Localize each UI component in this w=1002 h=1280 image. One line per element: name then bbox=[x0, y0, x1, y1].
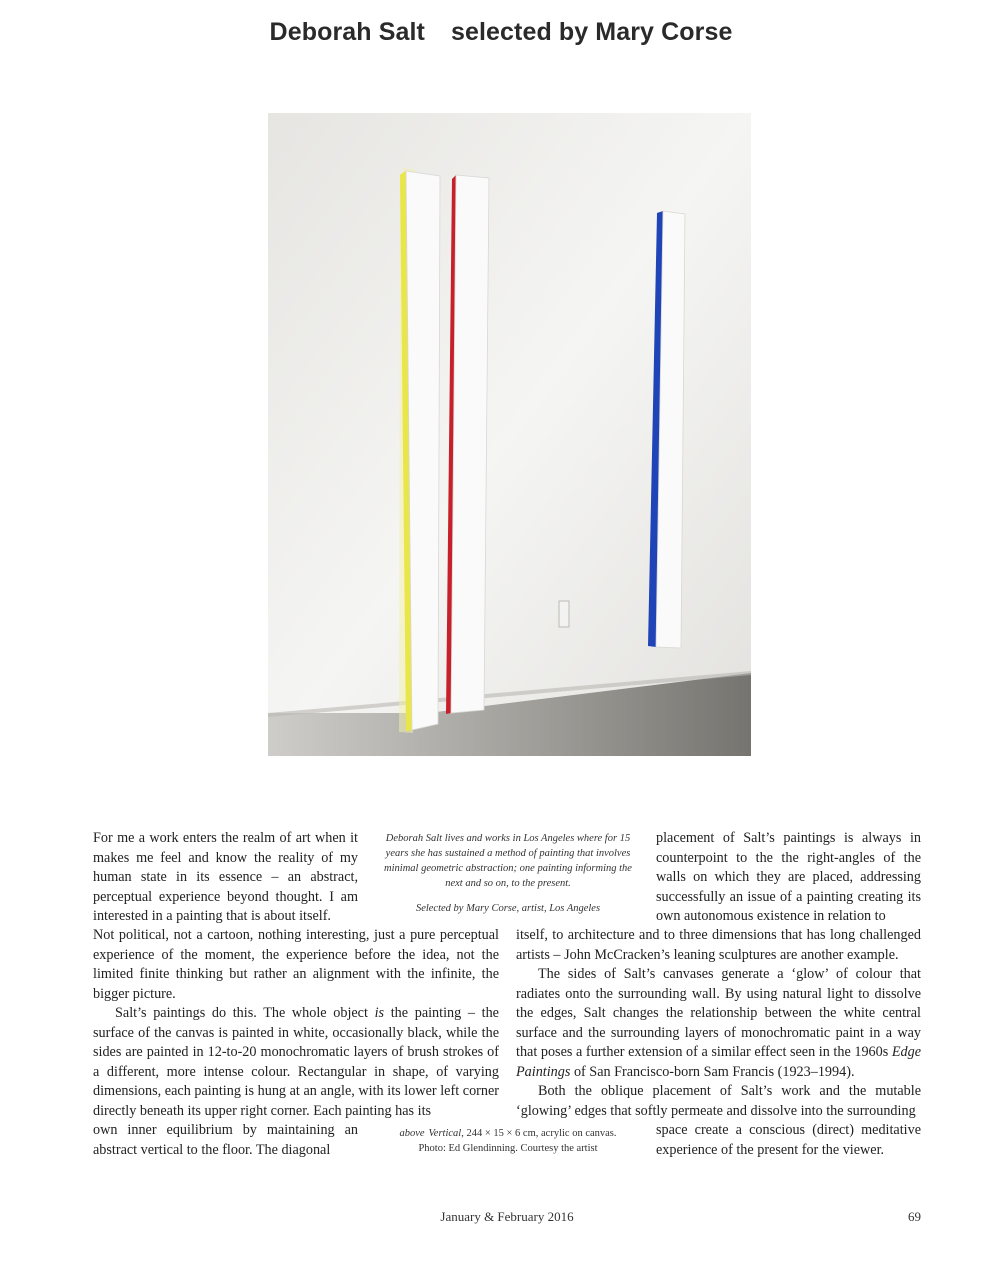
body-column-right-end bbox=[656, 1121, 921, 1160]
body-column-right-top bbox=[656, 829, 921, 927]
body-paragraph: space create a conscious (direct) meditative experience of the present for the viewer. bbox=[656, 1122, 921, 1158]
body-text: Salt’s paintings do this. The whole object bbox=[115, 1005, 375, 1021]
painting-yellow bbox=[399, 168, 440, 733]
body-paragraph bbox=[93, 1004, 499, 1121]
body-paragraph: Both the oblique placement of Salt’s work and the mutable ‘glowing’ edges that softly permeate and dissolve into the surrounding bbox=[516, 1083, 921, 1119]
artwork-photo bbox=[268, 113, 751, 756]
body-paragraph: For me a work enters the realm of art when it makes me feel and know the reality of my human state in its essence – an abstract, perceptual experience beyond thought. I am interested in a painting that is about itself. bbox=[93, 830, 358, 924]
body-text: of San Francisco-born Sam Francis (1923–1994). bbox=[570, 1063, 855, 1080]
emphasis: is bbox=[374, 1005, 385, 1021]
emphasis: Edge Paintings bbox=[516, 1044, 921, 1080]
body-paragraph: Not political, not a cartoon, nothing interesting, just a pure perceptual experience of the moment, the experience before the idea, not the limited finite thinking but rather an alignment with the infinite, the bigger picture. bbox=[93, 927, 499, 1002]
body-paragraph: own inner equilibrium by maintaining an abstract vertical to the floor. The diagonal bbox=[93, 1122, 358, 1158]
selected-by-line: selected by Mary Corse bbox=[450, 18, 733, 46]
body-paragraph: itself, to architecture and to three dimensions that has long challenged artists – John McCracken’s leaning sculptures are another example. bbox=[516, 927, 921, 963]
page-header bbox=[0, 18, 1002, 47]
photo-credit: Photo: Ed Glendinning. Courtesy the artist bbox=[418, 1143, 598, 1154]
body-column-left bbox=[93, 926, 499, 1121]
body-text: the painting – the surface of the canvas is painted in white, occasionally black, while the sides are painted in 12-to-20 monochromatic layers of brush strokes of a different, more intense colour. Rectangular in shape, of varying dimensions, each painting is hung at an angle, with its lower left corner directly beneath its upper right corner. Each painting has its bbox=[93, 1005, 499, 1119]
body-column-left-end bbox=[93, 1121, 358, 1160]
artist-bio bbox=[380, 831, 636, 916]
issue-date: January & February 2016 bbox=[440, 1209, 574, 1224]
wall-outlet bbox=[559, 601, 569, 627]
gallery-scene bbox=[268, 113, 751, 756]
body-column-right bbox=[516, 926, 921, 1121]
artist-name: Deborah Salt bbox=[269, 18, 425, 46]
photo-caption bbox=[380, 1126, 636, 1156]
body-paragraph bbox=[516, 965, 921, 1082]
artwork-title: Vertical bbox=[428, 1128, 462, 1139]
bio-text: Deborah Salt lives and works in Los Angeles where for 15 years she has sustained a method of painting that involves minimal geometric abstraction; one painting informing the next and so on, to the present. bbox=[384, 833, 632, 889]
body-column-left-top bbox=[93, 829, 358, 927]
bio-credit: Selected by Mary Corse, artist, Los Angeles bbox=[415, 903, 601, 914]
caption-label: above bbox=[399, 1128, 425, 1139]
artwork-details: , 244 × 15 × 6 cm, acrylic on canvas. bbox=[461, 1128, 617, 1139]
body-text: The sides of Salt’s canvases generate a ‘glow’ of colour that radiates onto the surrounding wall. By using natural light to dissolve the edges, Salt changes the relationship between the white central surface and the surrounding layers of monochromatic paint in a way that poses a further extension of a similar effect seen in the 1960s bbox=[516, 966, 921, 1060]
painting-red bbox=[446, 175, 489, 714]
body-paragraph: placement of Salt’s paintings is always in counterpoint to the the right-angles of the walls on which they are placed, addressing successfully an issue of a painting creating its own autonomous existence in relation to bbox=[656, 830, 921, 924]
page-number: 69 bbox=[908, 1209, 921, 1224]
